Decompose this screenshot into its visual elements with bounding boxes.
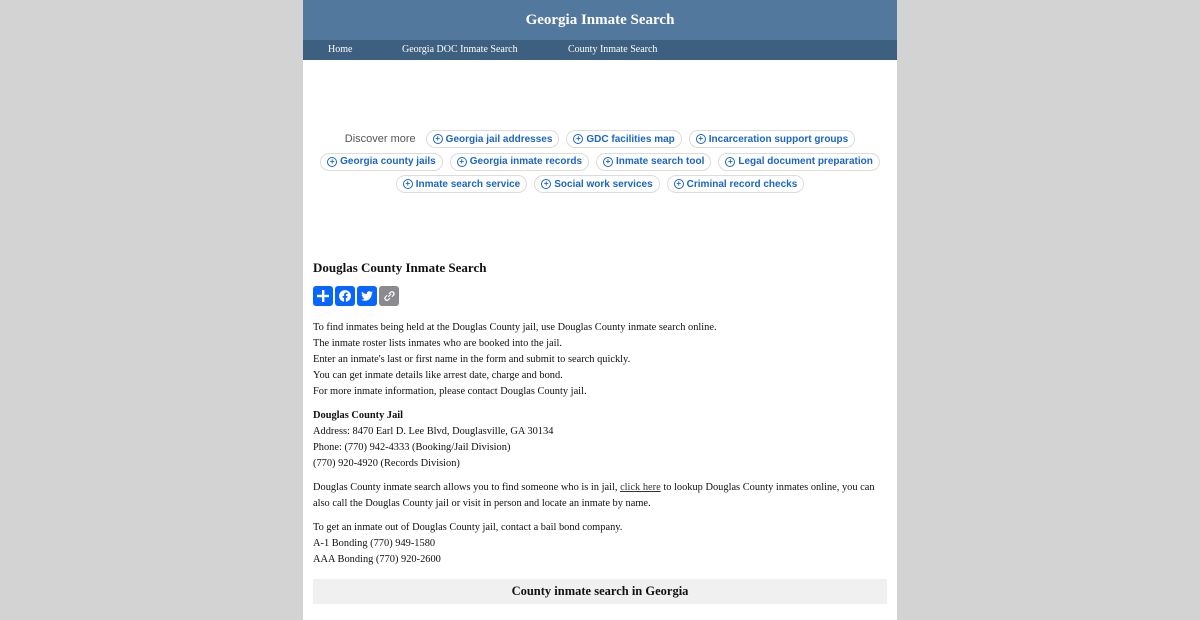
chip-incarceration-support-groups[interactable]: + Incarceration support groups (689, 130, 855, 148)
share-bar (313, 286, 887, 306)
bail-company: A-1 Bonding (770) 949-1580 (313, 538, 436, 549)
site-header (303, 0, 897, 40)
plus-circle-icon: + (603, 157, 613, 167)
plus-circle-icon: + (696, 134, 706, 144)
share-button[interactable] (313, 286, 333, 306)
site-title[interactable]: Georgia Inmate Search (525, 12, 675, 28)
chip-social-work-services[interactable]: + Social work services (534, 175, 659, 193)
search-paragraph: Douglas County inmate search allows you to find someone who is in jail, click here to lookup Douglas County inmates online, you can also call the Douglas County jail or visit in person and locate an inmate by name. (313, 482, 875, 509)
twitter-icon (360, 289, 374, 303)
chip-inmate-search-service[interactable]: + Inmate search service (396, 175, 528, 193)
intro-line: Enter an inmate's last or first name in the form and submit to search quickly. (313, 354, 631, 365)
chip-georgia-inmate-records[interactable]: + Georgia inmate records (450, 153, 589, 171)
chip-inmate-search-tool[interactable]: + Inmate search tool (596, 153, 711, 171)
plus-circle-icon: + (457, 157, 467, 167)
intro-line: For more inmate information, please contact Douglas County jail. (313, 386, 587, 397)
link-icon (382, 289, 396, 303)
jail-name: Douglas County Jail (313, 410, 404, 421)
copy-link-button[interactable] (379, 286, 399, 306)
jail-phone-booking: Phone: (770) 942-4333 (Booking/Jail Division) (313, 442, 511, 453)
page-container (303, 0, 897, 620)
intro-paragraph (313, 320, 887, 400)
facebook-icon (338, 289, 352, 303)
intro-line: To find inmates being held at the Douglas County jail, use Douglas County inmate search online. (313, 322, 717, 333)
plus-circle-icon: + (573, 134, 583, 144)
county-search-section-header: County inmate search in Georgia (313, 579, 887, 604)
bail-company: AAA Bonding (770) 920-2600 (313, 554, 441, 565)
nav-county-inmate-search[interactable]: County Inmate Search (568, 44, 658, 55)
bail-info (313, 520, 887, 568)
plus-circle-icon: + (403, 179, 413, 189)
jail-phone-records: (770) 920-4920 (Records Division) (313, 458, 460, 469)
click-here-link[interactable]: click here (620, 482, 661, 493)
plus-circle-icon: + (433, 134, 443, 144)
facebook-share-button[interactable] (335, 286, 355, 306)
chip-gdc-facilities-map[interactable]: + GDC facilities map (566, 130, 681, 148)
bail-intro: To get an inmate out of Douglas County jail, contact a bail bond company. (313, 522, 623, 533)
plus-circle-icon: + (541, 179, 551, 189)
jail-address: Address: 8470 Earl D. Lee Blvd, Douglasville, GA 30134 (313, 426, 554, 437)
article-content (313, 259, 887, 604)
nav-georgia-doc-inmate-search[interactable]: Georgia DOC Inmate Search (402, 44, 518, 55)
discover-more-panel (303, 128, 897, 196)
jail-info (313, 408, 887, 472)
main-nav (303, 40, 897, 60)
intro-line: You can get inmate details like arrest date, charge and bond. (313, 370, 563, 381)
plus-icon (316, 289, 330, 303)
plus-circle-icon: + (674, 179, 684, 189)
intro-line: The inmate roster lists inmates who are booked into the jail. (313, 338, 563, 349)
chip-legal-document-preparation[interactable]: + Legal document preparation (718, 153, 879, 171)
plus-circle-icon: + (327, 157, 337, 167)
discover-more-label: Discover more (344, 133, 416, 145)
chip-georgia-county-jails[interactable]: + Georgia county jails (320, 153, 443, 171)
chip-georgia-jail-addresses[interactable]: + Georgia jail addresses (426, 130, 560, 148)
twitter-share-button[interactable] (357, 286, 377, 306)
plus-circle-icon: + (725, 157, 735, 167)
page-title: Douglas County Inmate Search (313, 260, 487, 275)
chip-criminal-record-checks[interactable]: + Criminal record checks (667, 175, 805, 193)
nav-home[interactable]: Home (328, 44, 353, 55)
